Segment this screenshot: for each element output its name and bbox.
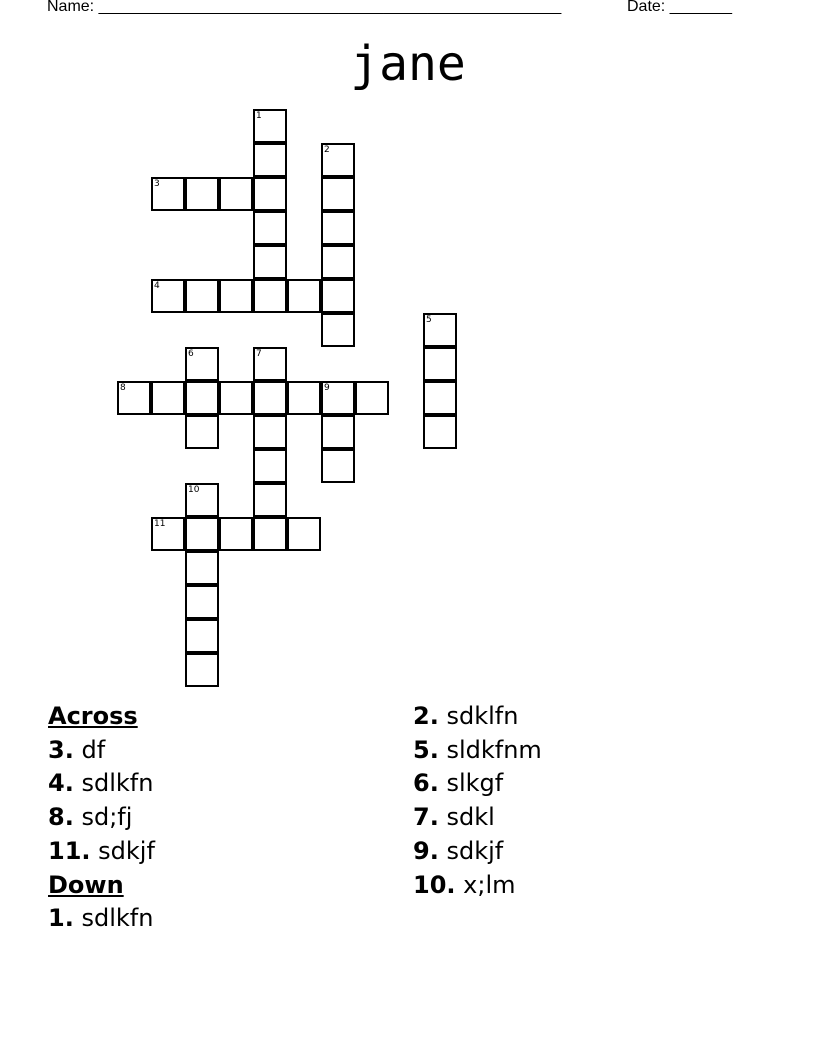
clue-text: sdkjf xyxy=(98,836,155,865)
grid-cell[interactable] xyxy=(219,381,253,415)
clue-item xyxy=(413,869,542,903)
grid-cell[interactable] xyxy=(219,517,253,551)
clue-item xyxy=(48,902,155,936)
clue-text: slkgf xyxy=(446,769,504,798)
grid-cell[interactable] xyxy=(117,381,151,415)
cell-number: 5 xyxy=(426,315,432,325)
clue-text: sdklfn xyxy=(446,702,519,730)
grid-cell[interactable] xyxy=(185,551,219,585)
grid-cell[interactable] xyxy=(321,381,355,415)
clue-number: 2. xyxy=(413,702,439,730)
grid-cell[interactable] xyxy=(253,415,287,449)
grid-cell[interactable] xyxy=(253,109,287,143)
clue-number: 4. xyxy=(48,769,74,798)
cell-number: 4 xyxy=(154,281,160,291)
clue-number: 10. xyxy=(413,870,456,899)
clue-text: sdlkfn xyxy=(81,769,154,798)
name-field: Name: ____________________________________________________ xyxy=(47,0,562,15)
clue-number: 11. xyxy=(48,836,91,865)
grid-cell[interactable] xyxy=(321,313,355,347)
grid-cell[interactable] xyxy=(287,381,321,415)
grid-cell[interactable] xyxy=(185,585,219,619)
grid-cell[interactable] xyxy=(151,279,185,313)
grid-cell[interactable] xyxy=(253,143,287,177)
clue-item xyxy=(413,767,542,801)
clue-item xyxy=(413,734,542,768)
grid-cell[interactable] xyxy=(253,245,287,279)
grid-cell[interactable] xyxy=(423,415,457,449)
date-field: Date: _______ xyxy=(627,0,732,15)
clue-number: 6. xyxy=(413,769,439,798)
clue-number: 8. xyxy=(48,803,74,832)
grid-cell[interactable] xyxy=(185,517,219,551)
grid-cell[interactable] xyxy=(253,177,287,211)
grid-cell[interactable] xyxy=(151,381,185,415)
grid-cell[interactable] xyxy=(321,415,355,449)
grid-cell[interactable] xyxy=(321,449,355,483)
grid-cell[interactable] xyxy=(287,517,321,551)
puzzle-title: jane xyxy=(350,36,466,92)
clue-item xyxy=(48,835,155,869)
grid-cell[interactable] xyxy=(423,313,457,347)
clue-text: sdlkfn xyxy=(81,904,154,933)
clue-number: 5. xyxy=(413,735,439,764)
grid-cell[interactable] xyxy=(253,449,287,483)
cell-number: 3 xyxy=(154,179,160,189)
grid-cell[interactable] xyxy=(423,347,457,381)
grid-cell[interactable] xyxy=(185,415,219,449)
clue-number: 7. xyxy=(413,803,439,832)
cell-number: 9 xyxy=(324,383,330,393)
cell-number: 6 xyxy=(188,349,194,359)
grid-cell[interactable] xyxy=(219,279,253,313)
clue-item xyxy=(48,767,155,801)
grid-cell[interactable] xyxy=(185,177,219,211)
grid-cell[interactable] xyxy=(321,177,355,211)
grid-cell[interactable] xyxy=(287,279,321,313)
clue-heading: Across xyxy=(48,702,138,730)
cell-number: 8 xyxy=(120,383,126,393)
clue-number: 1. xyxy=(48,904,74,933)
grid-cell[interactable] xyxy=(253,347,287,381)
clue-text: sdkl xyxy=(446,803,495,832)
clue-text: x;lm xyxy=(463,870,516,899)
grid-cell[interactable] xyxy=(151,517,185,551)
clue-item xyxy=(413,835,542,869)
grid-cell[interactable] xyxy=(355,381,389,415)
grid-cell[interactable] xyxy=(321,143,355,177)
clue-text: df xyxy=(81,735,106,764)
grid-cell[interactable] xyxy=(321,279,355,313)
grid-cell[interactable] xyxy=(185,653,219,687)
grid-cell[interactable] xyxy=(321,211,355,245)
cell-number: 11 xyxy=(154,519,166,529)
grid-cell[interactable] xyxy=(321,245,355,279)
clue-column-left xyxy=(48,700,155,936)
grid-cell[interactable] xyxy=(219,177,253,211)
grid-cell[interactable] xyxy=(253,381,287,415)
grid-cell[interactable] xyxy=(185,381,219,415)
grid-cell[interactable] xyxy=(253,211,287,245)
clue-text: sdkjf xyxy=(446,836,504,865)
grid-cell[interactable] xyxy=(151,177,185,211)
grid-cell[interactable] xyxy=(185,619,219,653)
cell-number: 7 xyxy=(256,349,262,359)
clue-text: sldkfnm xyxy=(446,735,542,764)
clue-heading: Down xyxy=(48,870,124,899)
cell-number: 2 xyxy=(324,145,330,155)
clue-item xyxy=(48,801,155,835)
clue-item xyxy=(48,734,155,768)
grid-cell[interactable] xyxy=(253,517,287,551)
cell-number: 1 xyxy=(256,111,262,121)
cell-number: 10 xyxy=(188,485,200,495)
grid-cell[interactable] xyxy=(423,381,457,415)
clue-number: 9. xyxy=(413,836,439,865)
grid-cell[interactable] xyxy=(185,279,219,313)
grid-cell[interactable] xyxy=(185,347,219,381)
clue-number: 3. xyxy=(48,735,74,764)
clue-item xyxy=(413,700,542,734)
grid-cell[interactable] xyxy=(253,279,287,313)
grid-cell[interactable] xyxy=(253,483,287,517)
clue-text: sd;fj xyxy=(81,803,133,832)
clue-item xyxy=(413,801,542,835)
grid-cell[interactable] xyxy=(185,483,219,517)
clue-column-right xyxy=(413,700,542,902)
